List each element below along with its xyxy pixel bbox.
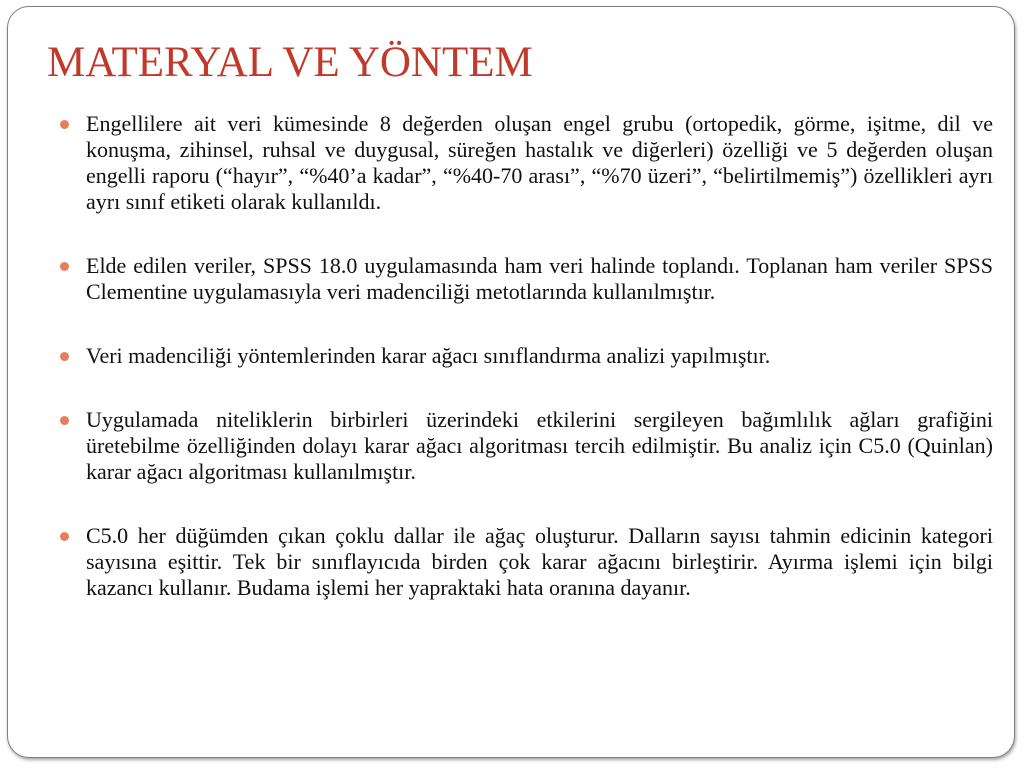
bullet-item-3 — [58, 343, 993, 369]
bullet-text: Engellilere ait veri kümesinde 8 değerden oluşan engel grubu (ortopedik, görme, işitme, dil ve konuşma, zihinsel, ruhsal ve duygusal, süreğen hastalık ve diğerleri) özelliği ve 5 değerden oluşan engelli raporu (“hayır”, “%40’a kadar”, “%40-70 arası”, “%70 üzeri”, “belirtilmemiş”) özellikleri ayrı ayrı sınıf etiketi olarak kullanıldı. — [86, 111, 993, 214]
bullet-item-4 — [58, 407, 993, 485]
bullet-dot-icon — [60, 352, 69, 361]
bullet-dot-icon — [60, 262, 69, 271]
bullet-item-1 — [58, 111, 993, 215]
bullet-text: Elde edilen veriler, SPSS 18.0 uygulamasında ham veri halinde toplandı. Toplanan ham veriler SPSS Clementine uygulamasıyla veri madenciliği metotlarında kullanılmıştır. — [86, 253, 993, 304]
slide-title: MATERYAL VE YÖNTEM — [47, 39, 533, 86]
bullet-text: Uygulamada niteliklerin birbirleri üzerindeki etkilerini sergileyen bağımlılık ağları grafiğini üretebilme özelliğinden dolayı karar ağacı algoritması tercih edilmiştir. Bu analiz için C5.0 (Quinlan) karar ağacı algoritması kullanılmıştır. — [86, 407, 993, 484]
bullet-list — [58, 111, 993, 639]
bullet-dot-icon — [60, 416, 69, 425]
bullet-text: C5.0 her düğümden çıkan çoklu dallar ile ağaç oluşturur. Dalların sayısı tahmin edicinin kategori sayısına eşittir. Tek bir sınıflayıcıda birden çok karar ağacını birleştirir. Ayırma işlemi için bilgi kazancı kullanır. Budama işlemi her yapraktaki hata oranına dayanır. — [86, 523, 993, 600]
bullet-item-2 — [58, 253, 993, 305]
bullet-dot-icon — [60, 120, 69, 129]
bullet-dot-icon — [60, 532, 69, 541]
slide-frame — [7, 6, 1015, 758]
bullet-item-5 — [58, 523, 993, 601]
bullet-text: Veri madenciliği yöntemlerinden karar ağacı sınıflandırma analizi yapılmıştır. — [86, 343, 771, 368]
